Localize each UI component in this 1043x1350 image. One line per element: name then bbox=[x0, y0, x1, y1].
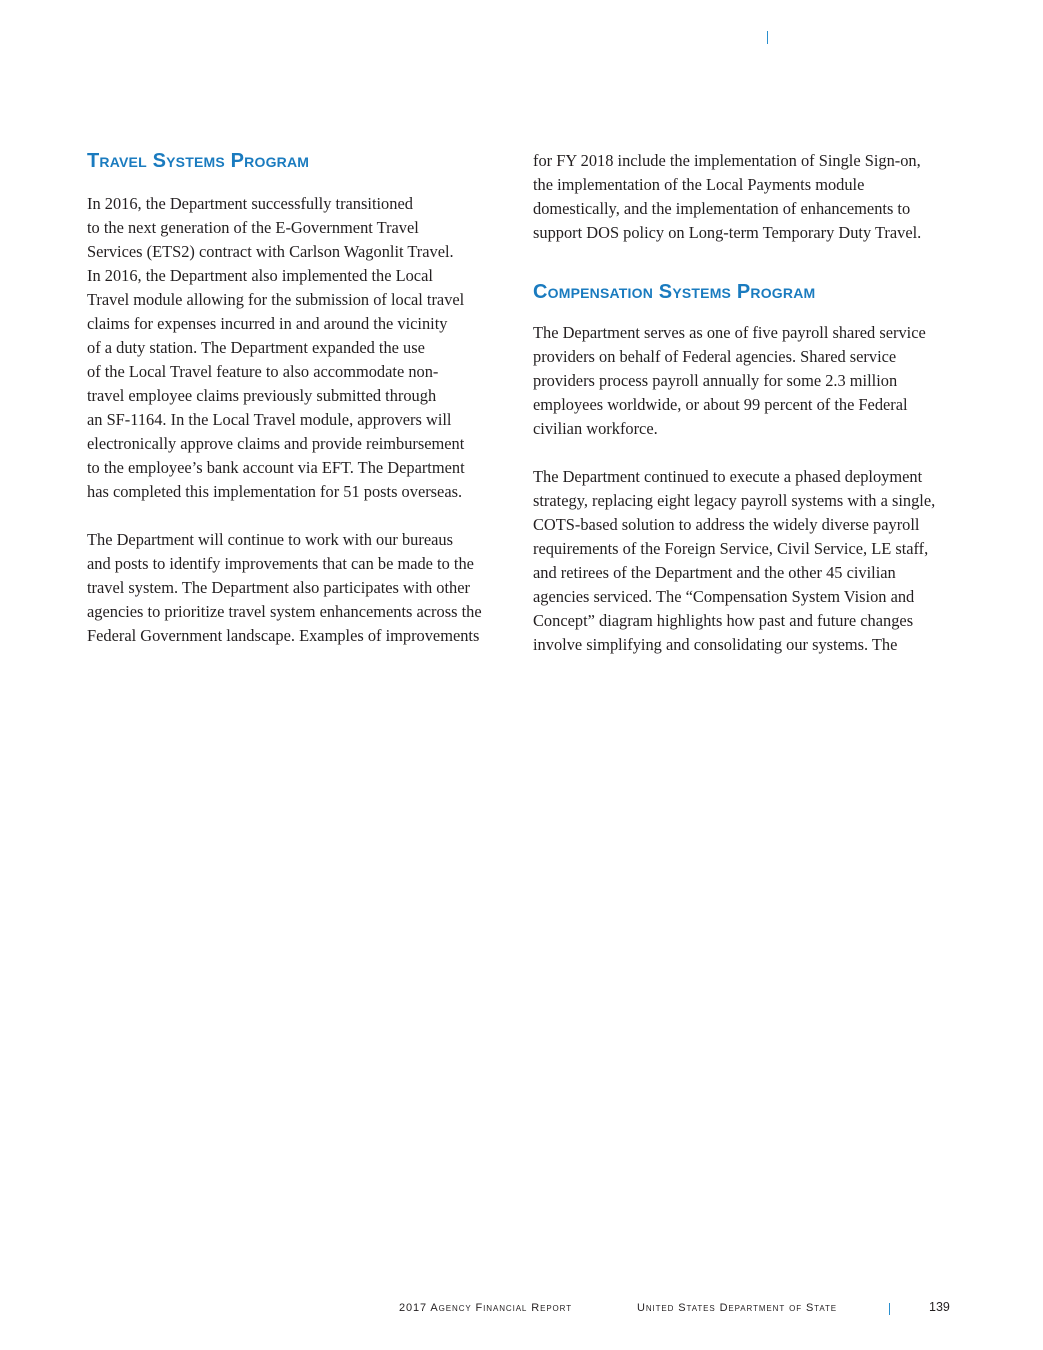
travel-paragraph-1: In 2016, the Department successfully transitioned to the next generation of the E-Government Travel Services (ETS2) contract with Carlson Wagonlit Travel. In 2016, the Department also implemented the Local Travel module allowing for the submission of local travel claims for expenses incurred in and around the vicinity of a duty station. The Department expanded the use of the Local Travel feature to also accommodate non- travel employee claims previously submitted through an SF-1164. In the Local Travel module, approvers will electronically approve claims and provide reimbursement to the employee’s bank account via EFT. The Department has completed this implementation for 51 posts overseas. bbox=[87, 194, 465, 501]
right-column bbox=[533, 149, 953, 657]
page-footer bbox=[0, 1300, 1043, 1320]
footer-report-title: 2017 Agency Financial Report bbox=[399, 1302, 572, 1314]
travel-paragraph-3: for FY 2018 include the implementation of Single Sign-on, the implementation of the Local Payments module domestically, and the implementation of enhancements to support DOS policy on Long-term Temporary Duty Travel. bbox=[533, 151, 922, 242]
compensation-paragraph-2: The Department continued to execute a phased deployment strategy, replacing eight legacy payroll systems with a single, COTS-based solution to address the widely diverse payroll requirements of the Foreign Service, Civil Service, LE staff, and retirees of the Department and the other 45 civilian agencies serviced. The “Compensation System Vision and Concept” diagram highlights how past and future changes involve simplifying and consolidating our systems. The bbox=[533, 467, 936, 654]
header-divider bbox=[767, 31, 768, 44]
page-number: 139 bbox=[929, 1300, 950, 1314]
footer-divider bbox=[889, 1303, 890, 1315]
footer-department: United States Department of State bbox=[637, 1302, 838, 1314]
travel-paragraph-2: The Department will continue to work with our bureaus and posts to identify improvements that can be made to the travel system. The Department also participates with other agencies to prioritize travel system enhancements across the Federal Government landscape. Examples of improvements bbox=[87, 530, 482, 645]
compensation-systems-heading: Compensation Systems Program bbox=[533, 281, 816, 303]
left-column bbox=[87, 148, 507, 648]
compensation-paragraph-1: The Department serves as one of five payroll shared service providers on behalf of Federal agencies. Shared service providers process payroll annually for some 2.3 million employees worldwide, or about 99 percent of the Federal civilian workforce. bbox=[533, 323, 926, 438]
travel-systems-heading: Travel Systems Program bbox=[87, 150, 310, 172]
